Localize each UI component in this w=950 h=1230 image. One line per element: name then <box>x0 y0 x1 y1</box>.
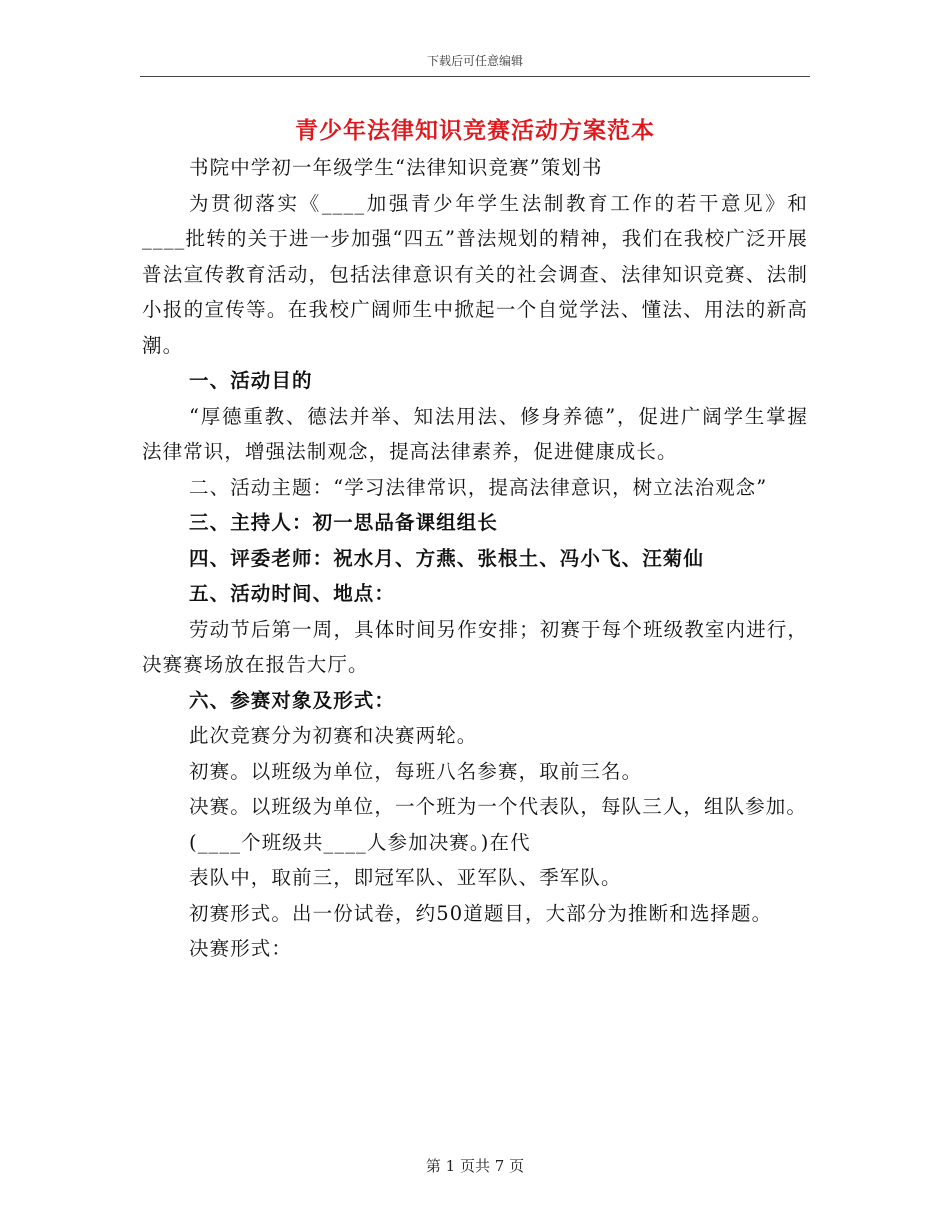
paragraph-8: 劳动节后第一周，具体时间另作安排；初赛于每个班级教室内进行，决赛赛场放在报告大厅。 <box>142 617 808 676</box>
paragraph-14: 表队中，取前三，即冠军队、亚军队、季军队。 <box>189 866 622 889</box>
paragraph-0: 书院中学初一年级学生“法律知识竞赛”策划书 <box>189 156 603 179</box>
paragraph-16: 决赛形式： <box>189 937 293 960</box>
page-footer-number: 第 1 页共 7 页 <box>425 1157 525 1175</box>
paragraph-11: 初赛。以班级为单位，每班八名参赛，取前三名。 <box>189 759 643 783</box>
paragraph-12: 决赛。以班级为单位，一个班为一个代表队，每队三人，组队参加。 <box>189 795 808 818</box>
paragraph-4: 二、活动主题：“学习法律常识，提高法律意识，树立法治观念” <box>189 475 768 499</box>
paragraph-1: 为贯彻落实《____加强青少年学生法制教育工作的若干意见》和____批转的关于进一步加强“四五”普法规划的精神，我们在我校广泛开展普法宣传教育活动，包括法律意识有关的社会调查、法律知识竞赛、法制小报的宣传等。在我校广阔师生中掀起一个自觉学法、懂法、用法的新高潮。 <box>142 191 808 357</box>
page-header-note: 下载后可任意编辑 <box>426 54 523 68</box>
document-title: 青少年法律知识竞赛活动方案范本 <box>295 117 655 144</box>
paragraph-15: 初赛形式。出一份试卷，约50道题目，大部分为推断和选择题。 <box>189 901 773 925</box>
paragraph-13: (____个班级共____人参加决赛。)在代 <box>189 830 531 854</box>
paragraph-9: 六、参赛对象及形式： <box>189 688 396 712</box>
paragraph-5: 三、主持人：初一思品备课组组长 <box>189 511 499 534</box>
paragraph-6: 四、评委老师：祝水月、方燕、张根土、冯小飞、汪菊仙 <box>189 546 705 570</box>
document-body <box>142 150 808 967</box>
header-divider <box>140 76 810 77</box>
paragraph-3: “厚德重教、德法并举、知法用法、修身养德”，促进广阔学生掌握法律常识，增强法制观念，提高法律素养，促进健康成长。 <box>142 404 808 463</box>
paragraph-2: 一、活动目的 <box>189 369 313 392</box>
paragraph-10: 此次竞赛分为初赛和决赛两轮。 <box>189 724 478 747</box>
paragraph-7: 五、活动时间、地点： <box>189 582 396 605</box>
